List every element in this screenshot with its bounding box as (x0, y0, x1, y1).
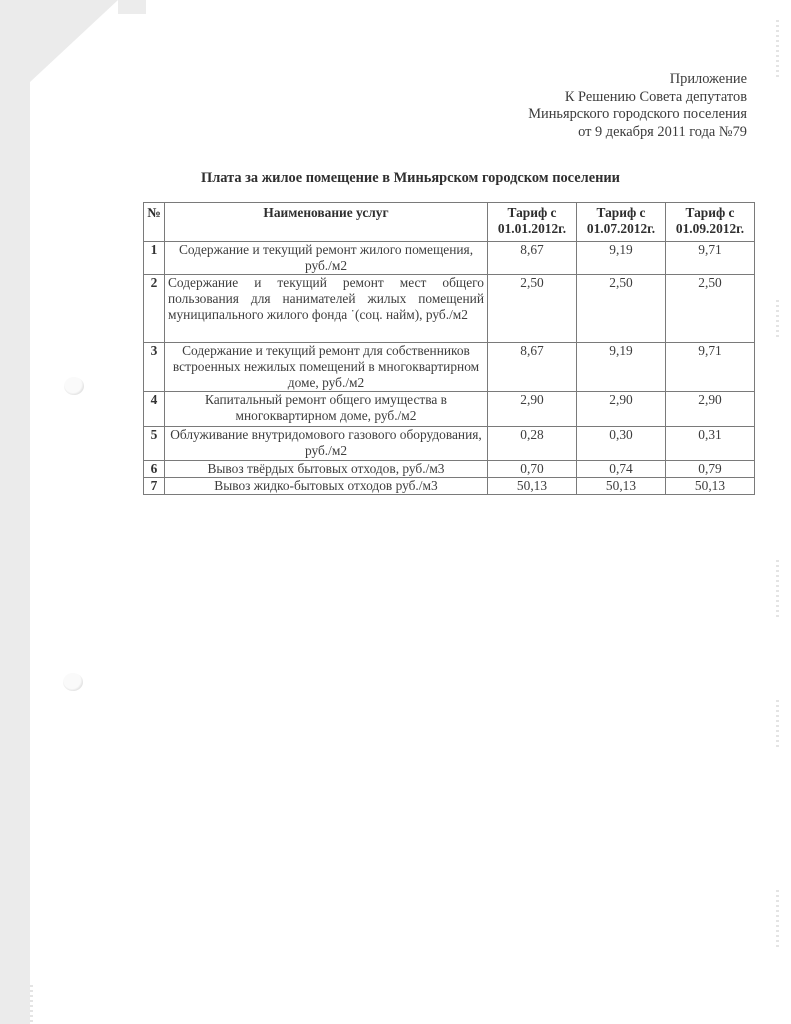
table-row (144, 461, 755, 478)
tariff-value-1: 2,90 (488, 392, 577, 427)
header-tariff-date: 01.09.2012г. (675, 221, 745, 236)
tariff-value-1: 2,50 (488, 275, 577, 343)
service-name: Вывоз жидко-бытовых отходов руб./м3 (165, 478, 488, 495)
service-name: Вывоз твёрдых бытовых отходов, руб./м3 (165, 461, 488, 478)
row-number: 4 (144, 392, 165, 427)
tariff-value-2: 0,74 (577, 461, 666, 478)
header-tariff-label: Тариф с (507, 205, 557, 220)
row-number: 5 (144, 427, 165, 461)
tariff-value-3: 9,71 (666, 343, 755, 392)
tariff-value-3: 0,79 (666, 461, 755, 478)
header-no: № (144, 203, 165, 242)
tariff-value-2: 2,90 (577, 392, 666, 427)
table-row (144, 242, 755, 275)
tariff-value-1: 8,67 (488, 242, 577, 275)
header-tariff-label: Тариф с (685, 205, 735, 220)
row-number: 6 (144, 461, 165, 478)
table-row (144, 392, 755, 427)
row-number: 1 (144, 242, 165, 275)
header-tariff-3 (666, 203, 755, 242)
table-header-row (144, 203, 755, 242)
row-number: 2 (144, 275, 165, 343)
scan-top-edge (118, 0, 146, 14)
folded-corner (0, 0, 118, 110)
tariff-value-2: 0,30 (577, 427, 666, 461)
tariff-value-3: 9,71 (666, 242, 755, 275)
punch-hole-top (64, 377, 84, 395)
tariff-value-1: 50,13 (488, 478, 577, 495)
appendix-header (528, 71, 747, 141)
appendix-line: Миньярского городского поселения (528, 106, 747, 122)
tariff-value-3: 50,13 (666, 478, 755, 495)
appendix-line: К Решению Совета депутатов (564, 88, 747, 105)
scan-streak (776, 20, 779, 80)
service-name: Содержание и текущий ремонт жилого помещения, руб./м2 (165, 242, 488, 275)
header-tariff-date: 01.07.2012г. (586, 221, 656, 236)
punch-hole-bottom (63, 673, 83, 691)
tariff-value-1: 0,70 (488, 461, 577, 478)
table-row (144, 427, 755, 461)
header-tariff-2 (577, 203, 666, 242)
scan-streak (776, 700, 779, 750)
scan-streak (776, 300, 779, 340)
tariff-value-3: 0,31 (666, 427, 755, 461)
document-title: Плата за жилое помещение в Миньярском городском поселении (201, 170, 620, 186)
tariff-value-2: 50,13 (577, 478, 666, 495)
tariff-value-3: 2,50 (666, 275, 755, 343)
tariff-value-1: 0,28 (488, 427, 577, 461)
scan-streak (30, 985, 33, 1024)
tariffs-table (143, 202, 755, 495)
header-tariff-date: 01.01.2012г. (497, 221, 567, 236)
tariff-value-2: 9,19 (577, 343, 666, 392)
tariff-value-2: 9,19 (577, 242, 666, 275)
appendix-line: Приложение (669, 71, 747, 87)
row-number: 7 (144, 478, 165, 495)
service-name: Капитальный ремонт общего имущества в многоквартирном доме, руб./м2 (165, 392, 488, 427)
scan-margin (0, 0, 30, 1024)
scan-streak (776, 560, 779, 620)
header-service-name: Наименование услуг (165, 203, 488, 242)
table-row (144, 343, 755, 392)
appendix-line: от 9 декабря 2011 года №79 (578, 123, 747, 140)
table-row (144, 478, 755, 495)
row-number: 3 (144, 343, 165, 392)
header-tariff-1 (488, 203, 577, 242)
header-tariff-label: Тариф с (596, 205, 646, 220)
tariff-value-3: 2,90 (666, 392, 755, 427)
service-name: Содержание и текущий ремонт для собственников встроенных нежилых помещений в многоквартирном доме, руб./м2 (165, 343, 488, 392)
table-row (144, 275, 755, 343)
scan-streak (776, 890, 779, 950)
tariff-value-1: 8,67 (488, 343, 577, 392)
service-name: Содержание и текущий ремонт мест общего пользования для нанимателей жилых помещений муниципального жилого фонда ˙(соц. найм), руб./м2 (165, 275, 488, 343)
service-name: Облуживание внутридомового газового оборудования, руб./м2 (165, 427, 488, 461)
tariff-value-2: 2,50 (577, 275, 666, 343)
